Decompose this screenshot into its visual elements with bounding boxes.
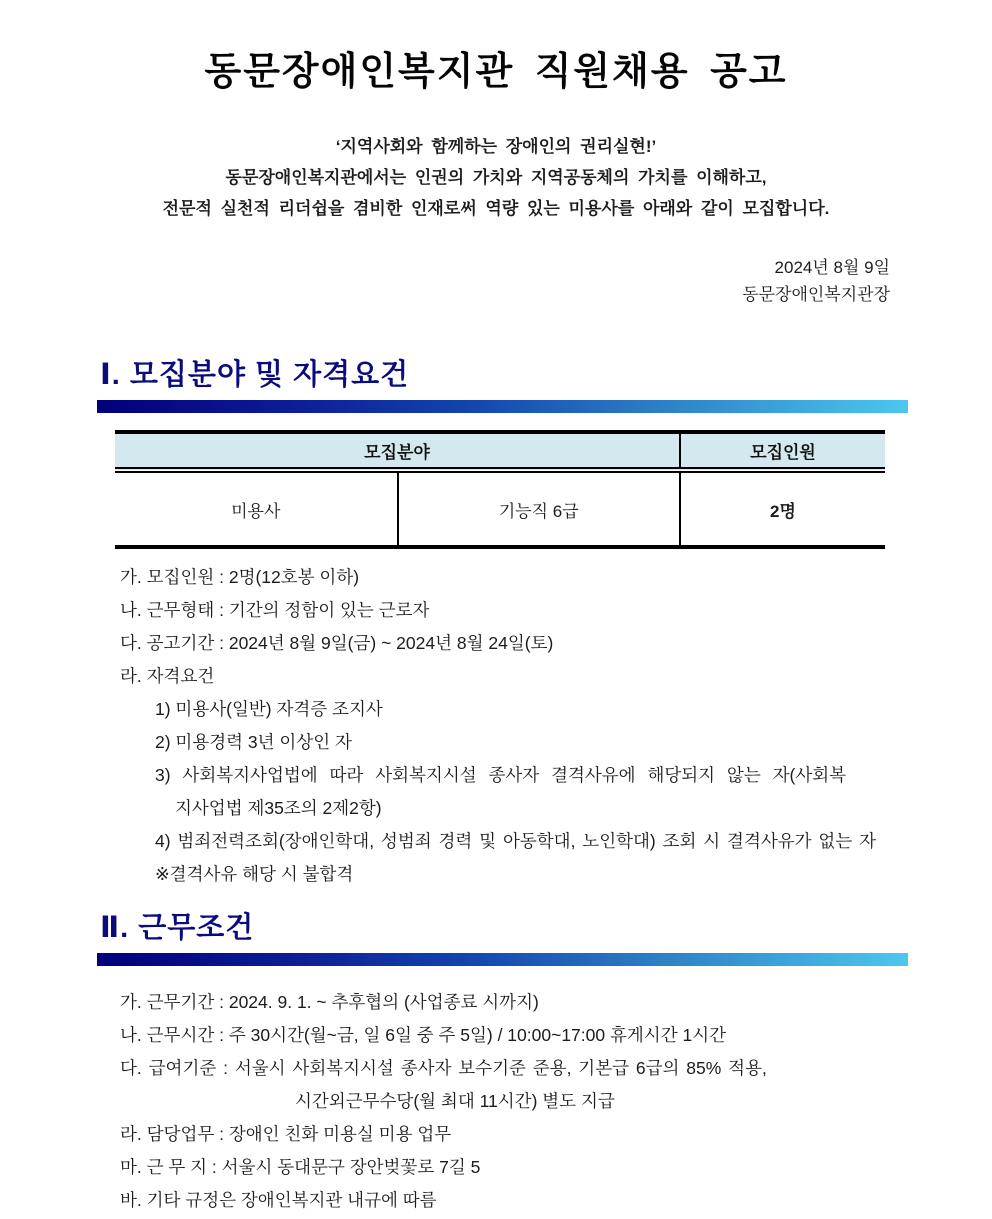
recruitment-table: [115, 430, 885, 549]
table-cell-count: 2명: [680, 470, 885, 547]
list-item: 다. 급여기준 : 서울시 사회복지시설 종사자 보수기준 준용, 기본급 6급의 85% 적용,: [120, 1058, 767, 1078]
list-item: 마. 근 무 지 : 서울시 동대문구 장안벚꽃로 7길 5: [120, 1157, 481, 1177]
table-row: [115, 470, 885, 547]
list-item: 나. 근무시간 : 주 30시간(월~금, 일 6일 중 주 5일) / 10:00~17:00 휴게시간 1시간: [120, 1025, 727, 1045]
section1-divider-bar: [97, 400, 908, 413]
table-cell-job: 미용사: [231, 501, 281, 521]
list-item-continuation: 시간외근무수당(월 최대 11시간) 별도 지급: [295, 1091, 615, 1111]
intro-paragraph: [0, 131, 992, 224]
list-subitem: 4) 범죄전력조회(장애인학대, 성범죄 경력 및 아동학대, 노인학대) 조회 시 결격사유가 없는 자: [155, 831, 876, 851]
section1-item-list: [0, 561, 992, 891]
list-subitem: 2) 미용경력 3년 이상인 자: [155, 732, 352, 752]
list-subitem-continuation: 지사업법 제35조의 2제2항): [175, 798, 382, 818]
list-item: 라. 자격요건: [120, 666, 215, 686]
list-item: 라. 담당업무 : 장애인 친화 미용실 미용 업무: [120, 1124, 452, 1144]
list-item: 나. 근무형태 : 기간의 정함이 있는 근로자: [120, 600, 430, 620]
table-header-field: 모집분야: [115, 432, 680, 470]
section1-heading: Ⅰ. 모집분야 및 자격요건: [100, 359, 410, 391]
section2-heading: Ⅱ. 근무조건: [100, 912, 255, 944]
signature-block: [0, 254, 890, 308]
table-cell-grade: 기능직 6급: [398, 470, 681, 547]
section2-item-list: [0, 986, 992, 1217]
list-item: 가. 근무기간 : 2024. 9. 1. ~ 추후협의 (사업종료 시까지): [120, 992, 539, 1012]
section2-divider-bar: [97, 953, 908, 966]
table-header-count: 모집인원: [680, 432, 885, 470]
signature-date: 2024년 8월 9일: [774, 258, 890, 277]
table-header-row: [115, 432, 885, 470]
intro-line: 동문장애인복지관에서는 인권의 가치와 지역공동체의 가치를 이해하고,: [225, 168, 767, 187]
intro-line: ‘지역사회와 함께하는 장애인의 권리실현!’: [335, 137, 657, 156]
page-title: 동문장애인복지관 직원채용 공고: [204, 51, 788, 93]
list-item: 가. 모집인원 : 2명(12호봉 이하): [120, 567, 360, 587]
list-subitem: 1) 미용사(일반) 자격증 조지사: [155, 699, 383, 719]
list-subitem: 3) 사회복지사업법에 따라 사회복지시설 종사자 결격사유에 해당되지 않는 자(사회복: [155, 765, 847, 785]
list-note: ※결격사유 해당 시 불합격: [155, 864, 354, 884]
list-item: 바. 기타 규정은 장애인복지관 내규에 따름: [120, 1190, 437, 1210]
signature-signer: 동문장애인복지관장: [742, 285, 890, 304]
list-item: 다. 공고기간 : 2024년 8월 9일(금) ~ 2024년 8월 24일(토): [120, 633, 554, 653]
intro-line: 전문적 실천적 리더쉽을 겸비한 인재로써 역량 있는 미용사를 아래와 같이 모집합니다.: [162, 199, 830, 218]
